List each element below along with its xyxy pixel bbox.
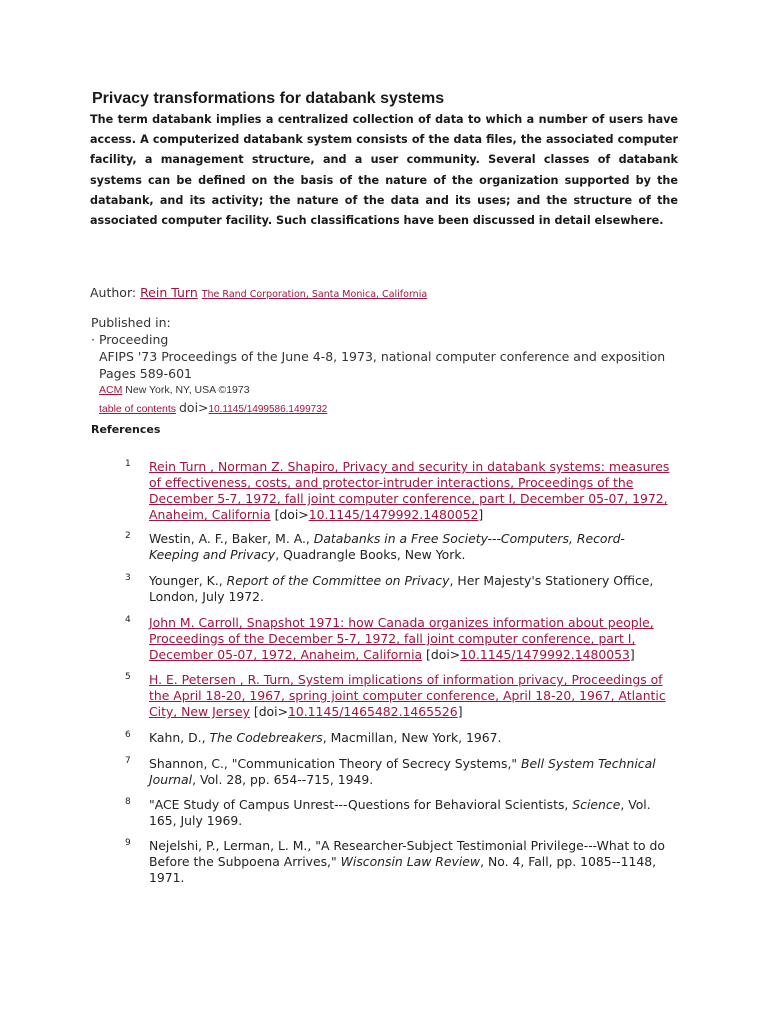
reference-text xyxy=(149,756,671,788)
doi-bracket-open: [doi> xyxy=(422,647,461,662)
reference-doi-link[interactable]: 10.1145/1479992.1480053 xyxy=(460,647,630,662)
reference-number: 4 xyxy=(125,615,131,625)
abstract: The term databank implies a centralized collection of data to which a number of users have access. A computerized databank system consists of the data files, the associated computer facility, a management structure, and a user community. Several classes of databank systems can be defined on the basis of the nature of the organization supported by the databank, and its activity; the nature of the data and its uses; and the structure of the associated computer facility. Such classifications have been discussed in detail elsewhere. xyxy=(90,113,678,228)
references-heading: References xyxy=(91,423,161,436)
author-affiliation-link[interactable]: The Rand Corporation, Santa Monica, California xyxy=(201,289,428,300)
publication-venue: AFIPS '73 Proceedings of the June 4-8, 1973, national computer conference and exposition xyxy=(99,349,666,364)
reference-text xyxy=(149,838,671,886)
reference-authors: Younger, K., xyxy=(149,573,227,588)
publication-pages: Pages 589-601 xyxy=(99,366,192,381)
reference-source: , Quadrangle Books, New York. xyxy=(275,547,466,562)
reference-title: Report of the Committee on Privacy xyxy=(226,573,450,588)
reference-title: Wisconsin Law Review xyxy=(340,854,481,869)
reference-authors: Westin, A. F., Baker, M. A., xyxy=(149,531,314,546)
reference-number: 9 xyxy=(125,838,131,848)
reference-source: , Vol. 165, July 1969. xyxy=(149,797,651,828)
reference-source: , No. 4, Fall, pp. 1085--1148, 1971. xyxy=(149,854,657,885)
reference-doi-link[interactable]: 10.1145/1479992.1480052 xyxy=(308,507,479,522)
reference-text xyxy=(149,531,671,563)
reference-link[interactable]: H. E. Petersen , R. Turn, System implications of information privacy, Proceedings of the April 18-20, 1967, spring joint computer conference, April 18-20, 1967, Atlantic City, New Jersey xyxy=(149,672,666,719)
reference-title: Science xyxy=(572,797,621,812)
reference-source: , Macmillan, New York, 1967. xyxy=(322,730,502,745)
reference-number: 7 xyxy=(125,756,131,766)
reference-title: The Codebreakers xyxy=(209,730,323,745)
doi-bracket-open: [doi> xyxy=(270,507,309,522)
author-label: Author: xyxy=(90,285,137,300)
reference-text xyxy=(149,615,671,663)
reference-text xyxy=(149,573,671,605)
reference-doi-link[interactable]: 10.1145/1465482.1465526 xyxy=(287,704,458,719)
author-name-link[interactable]: Rein Turn xyxy=(140,285,198,300)
toc-doi-line xyxy=(91,399,665,418)
reference-text xyxy=(149,797,671,829)
reference-title: Databanks in a Free Society---Computers, Record-Keeping and Privacy xyxy=(149,531,625,562)
publisher-location: New York, NY, USA ©1973 xyxy=(125,384,250,396)
reference-authors: Kahn, D., xyxy=(149,730,210,745)
doi-bracket-close: ] xyxy=(478,507,484,522)
doi-bracket-close: ] xyxy=(457,704,463,719)
reference-number: 8 xyxy=(125,797,131,807)
reference-link[interactable]: John M. Carroll, Snapshot 1971: how Canada organizes information about people, Proceedings of the December 5-7, 1972, fall joint computer conference, part I, December 05-07, 1972, Anaheim, California xyxy=(149,615,654,662)
author-line xyxy=(90,285,427,300)
reference-number: 2 xyxy=(125,531,131,541)
reference-authors: "ACE Study of Campus Unrest---Questions for Behavioral Scientists, xyxy=(149,797,573,812)
publisher-link[interactable]: ACM xyxy=(99,384,123,396)
reference-text xyxy=(149,672,671,720)
reference-title: Bell System Technical Journal xyxy=(149,756,656,787)
reference-authors: Nejelshi, P., Lerman, L. M., "A Researcher-Subject Testimonial Privilege---What to do Before the Subpoena Arrives," xyxy=(149,838,665,869)
doi-label: doi> xyxy=(178,400,209,415)
reference-source: , Vol. 28, pp. 654--715, 1949. xyxy=(192,772,374,787)
publisher-line xyxy=(91,382,665,399)
table-of-contents-link[interactable]: table of contents xyxy=(99,403,177,415)
publication-type: · Proceeding xyxy=(91,332,169,347)
publication-doi-link[interactable]: 10.1145/1499586.1499732 xyxy=(208,404,328,415)
reference-source: , Her Majesty's Stationery Office, London, July 1972. xyxy=(149,573,654,604)
page-title: Privacy transformations for databank systems xyxy=(92,90,445,107)
reference-number: 1 xyxy=(125,459,131,469)
reference-link[interactable]: Rein Turn , Norman Z. Shapiro, Privacy and security in databank systems: measures of effectiveness, costs, and protector-intruder interactions, Proceedings of the December 5-7, 1972, fall joint computer conference, part I, December 05-07, 1972, Anaheim, California xyxy=(149,459,670,522)
reference-text xyxy=(149,459,671,523)
doi-bracket-open: [doi> xyxy=(249,704,288,719)
reference-number: 3 xyxy=(125,573,131,583)
reference-text xyxy=(149,730,671,746)
reference-authors: Shannon, C., "Communication Theory of Secrecy Systems," xyxy=(149,756,522,771)
reference-number: 5 xyxy=(125,672,131,682)
doi-bracket-close: ] xyxy=(629,647,635,662)
reference-number: 6 xyxy=(125,730,131,740)
publication-info xyxy=(91,314,665,418)
published-label: Published in: xyxy=(91,315,171,330)
